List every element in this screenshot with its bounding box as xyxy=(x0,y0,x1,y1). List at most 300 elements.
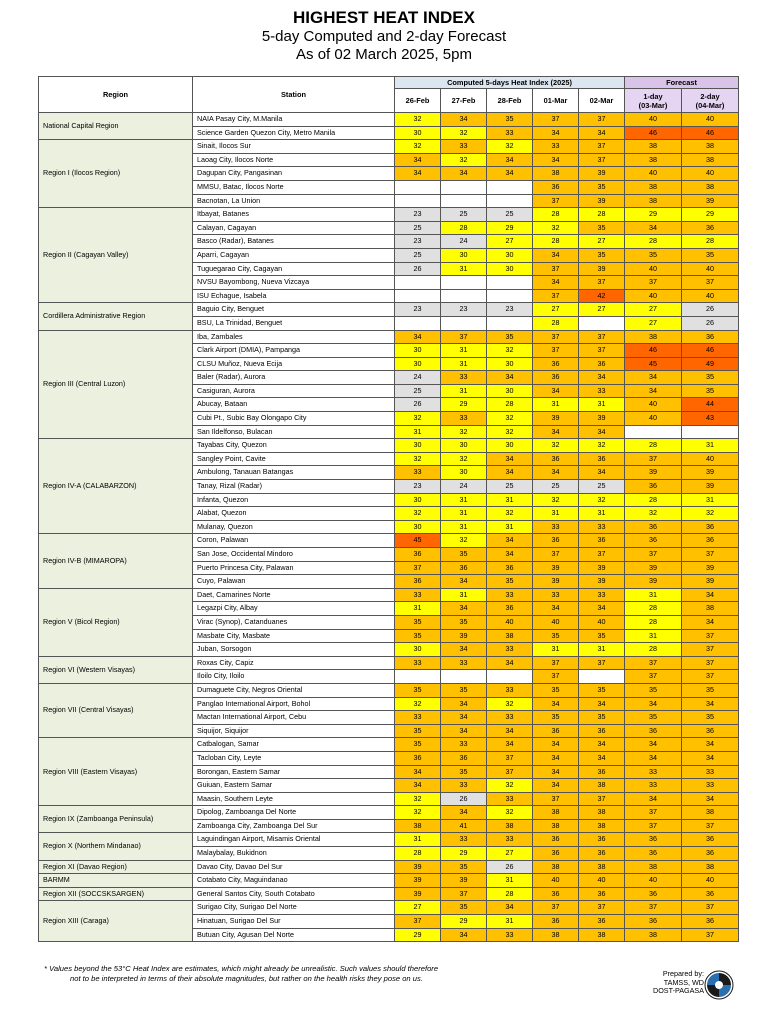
forecast-value-cell: 38 xyxy=(682,180,739,194)
station-name: Tanay, Rizal (Radar) xyxy=(193,480,395,494)
prepared-by-unit: TAMSS, WD xyxy=(663,977,704,987)
forecast-value-cell: 38 xyxy=(625,330,682,344)
forecast-value-cell: 40 xyxy=(625,398,682,412)
computed-value-cell: 34 xyxy=(441,113,487,127)
computed-value-cell: 34 xyxy=(487,656,533,670)
forecast-value-cell: 39 xyxy=(682,561,739,575)
computed-value-cell: 31 xyxy=(533,507,579,521)
computed-value-cell: 29 xyxy=(487,221,533,235)
computed-value-cell: 27 xyxy=(579,235,625,249)
forecast-value-cell: 37 xyxy=(682,629,739,643)
computed-value-cell: 34 xyxy=(579,466,625,480)
table-row xyxy=(39,860,739,874)
computed-value-cell: 34 xyxy=(441,711,487,725)
computed-value-cell: 37 xyxy=(487,751,533,765)
prepared-by-label: Prepared by: xyxy=(662,969,704,978)
computed-value-cell: 32 xyxy=(487,806,533,820)
station-name: Panglao International Airport, Bohol xyxy=(193,697,395,711)
computed-value-cell: 27 xyxy=(395,901,441,915)
computed-value-cell: 30 xyxy=(487,357,533,371)
forecast-value-cell: 29 xyxy=(625,208,682,222)
station-name: Dagupan City, Pangasinan xyxy=(193,167,395,181)
pagasa-logo-icon xyxy=(704,970,734,1000)
computed-value-cell: 36 xyxy=(533,452,579,466)
computed-value-cell: 34 xyxy=(487,534,533,548)
forecast-value-cell: 36 xyxy=(625,847,682,861)
station-name: Coron, Palawan xyxy=(193,534,395,548)
computed-value-cell: 31 xyxy=(533,398,579,412)
computed-value-cell: 37 xyxy=(579,140,625,154)
computed-value-cell: 33 xyxy=(441,656,487,670)
forecast-value-cell: 36 xyxy=(682,330,739,344)
table-body xyxy=(39,113,739,942)
forecast-value-cell: 34 xyxy=(682,588,739,602)
computed-value-cell: 41 xyxy=(441,819,487,833)
station-name: ISU Echague, Isabela xyxy=(193,289,395,303)
computed-value-cell xyxy=(441,289,487,303)
table-row xyxy=(39,887,739,901)
computed-value-cell: 34 xyxy=(487,724,533,738)
computed-value-cell: 40 xyxy=(487,615,533,629)
forecast-value-cell: 26 xyxy=(682,316,739,330)
forecast-value-cell: 36 xyxy=(625,534,682,548)
forecast-value-cell: 31 xyxy=(625,629,682,643)
forecast-value-cell: 38 xyxy=(682,860,739,874)
computed-value-cell: 37 xyxy=(579,548,625,562)
computed-value-cell: 34 xyxy=(533,466,579,480)
computed-value-cell: 37 xyxy=(533,194,579,208)
computed-value-cell: 25 xyxy=(533,480,579,494)
station-name: MMSU, Batac, Ilocos Norte xyxy=(193,180,395,194)
computed-value-cell: 33 xyxy=(487,711,533,725)
computed-value-cell: 34 xyxy=(533,738,579,752)
computed-value-cell: 32 xyxy=(487,425,533,439)
computed-value-cell: 32 xyxy=(487,412,533,426)
computed-value-cell: 34 xyxy=(441,167,487,181)
region-name: Region IX (Zamboanga Peninsula) xyxy=(39,806,193,833)
station-name: Sangley Point, Cavite xyxy=(193,452,395,466)
forecast-value-cell: 45 xyxy=(625,357,682,371)
computed-value-cell: 36 xyxy=(579,847,625,861)
computed-value-cell: 30 xyxy=(487,439,533,453)
forecast-value-cell: 36 xyxy=(682,724,739,738)
station-name: NAIA Pasay City, M.Manila xyxy=(193,113,395,127)
forecast-value-cell: 46 xyxy=(682,126,739,140)
computed-value-cell: 34 xyxy=(395,330,441,344)
computed-value-cell: 31 xyxy=(441,493,487,507)
prepared-by xyxy=(652,970,704,996)
computed-value-cell: 34 xyxy=(579,126,625,140)
station-name: Butuan City, Agusan Del Norte xyxy=(193,928,395,942)
computed-value-cell: 24 xyxy=(395,371,441,385)
computed-value-cell: 31 xyxy=(487,520,533,534)
computed-value-cell: 32 xyxy=(487,507,533,521)
computed-value-cell: 35 xyxy=(395,724,441,738)
computed-value-cell: 25 xyxy=(441,208,487,222)
computed-value-cell: 30 xyxy=(441,248,487,262)
computed-value-cell: 40 xyxy=(533,615,579,629)
computed-value-cell: 27 xyxy=(487,235,533,249)
computed-value-cell: 33 xyxy=(441,779,487,793)
station-name: Puerto Princesa City, Palawan xyxy=(193,561,395,575)
computed-value-cell: 34 xyxy=(487,153,533,167)
computed-value-cell: 32 xyxy=(487,140,533,154)
computed-value-cell: 33 xyxy=(441,412,487,426)
computed-value-cell xyxy=(395,316,441,330)
computed-value-cell: 23 xyxy=(395,235,441,249)
forecast-day-label: 1-day xyxy=(643,91,663,101)
forecast-value-cell: 34 xyxy=(625,221,682,235)
computed-value-cell: 34 xyxy=(487,167,533,181)
station-name: Borongan, Eastern Samar xyxy=(193,765,395,779)
computed-value-cell xyxy=(441,180,487,194)
forecast-value-cell: 39 xyxy=(625,561,682,575)
computed-value-cell: 34 xyxy=(579,738,625,752)
computed-value-cell: 34 xyxy=(487,901,533,915)
station-name: Casiguran, Aurora xyxy=(193,384,395,398)
station-name: Bacnotan, La Union xyxy=(193,194,395,208)
computed-value-cell: 32 xyxy=(441,153,487,167)
forecast-value-cell: 36 xyxy=(682,221,739,235)
forecast-value-cell: 37 xyxy=(682,928,739,942)
computed-value-cell: 35 xyxy=(395,629,441,643)
computed-value-cell: 34 xyxy=(579,602,625,616)
computed-value-cell: 34 xyxy=(487,738,533,752)
computed-value-cell: 37 xyxy=(579,656,625,670)
forecast-value-cell: 37 xyxy=(625,901,682,915)
forecast-value-cell: 34 xyxy=(625,738,682,752)
computed-value-cell: 37 xyxy=(441,887,487,901)
table-row xyxy=(39,901,739,915)
computed-value-cell: 34 xyxy=(487,371,533,385)
forecast-value-cell: 34 xyxy=(625,371,682,385)
computed-value-cell: 34 xyxy=(533,153,579,167)
computed-value-cell: 39 xyxy=(579,561,625,575)
station-name: Baguio City, Benguet xyxy=(193,303,395,317)
region-name: Region XII (SOCCSKSARGEN) xyxy=(39,887,193,901)
computed-value-cell: 35 xyxy=(395,738,441,752)
forecast-value-cell: 40 xyxy=(625,289,682,303)
station-name: Cotabato City, Maguindanao xyxy=(193,874,395,888)
forecast-value-cell: 44 xyxy=(682,398,739,412)
computed-value-cell: 27 xyxy=(579,303,625,317)
station-name: Virac (Synop), Catanduanes xyxy=(193,615,395,629)
computed-value-cell: 32 xyxy=(395,113,441,127)
forecast-value-cell: 37 xyxy=(682,670,739,684)
computed-value-cell: 28 xyxy=(533,208,579,222)
computed-value-cell: 37 xyxy=(533,901,579,915)
computed-value-cell: 31 xyxy=(579,507,625,521)
computed-value-cell: 31 xyxy=(441,344,487,358)
region-name: National Capital Region xyxy=(39,113,193,140)
forecast-value-cell: 33 xyxy=(682,765,739,779)
forecast-value-cell: 40 xyxy=(682,452,739,466)
forecast-value-cell: 37 xyxy=(682,656,739,670)
computed-value-cell: 37 xyxy=(533,289,579,303)
computed-value-cell: 33 xyxy=(487,588,533,602)
computed-value-cell: 35 xyxy=(441,765,487,779)
computed-value-cell: 34 xyxy=(579,371,625,385)
forecast-value-cell: 40 xyxy=(682,289,739,303)
station-name: Basco (Radar), Batanes xyxy=(193,235,395,249)
computed-value-cell: 30 xyxy=(395,643,441,657)
forecast-value-cell: 37 xyxy=(625,452,682,466)
forecast-value-cell: 31 xyxy=(682,493,739,507)
computed-value-cell: 39 xyxy=(441,629,487,643)
computed-value-cell: 23 xyxy=(395,480,441,494)
page-title: HIGHEST HEAT INDEX xyxy=(293,8,475,27)
forecast-value-cell: 34 xyxy=(682,697,739,711)
computed-value-cell: 35 xyxy=(395,615,441,629)
computed-value-cell: 35 xyxy=(533,683,579,697)
computed-value-cell: 39 xyxy=(579,412,625,426)
computed-value-cell: 35 xyxy=(441,860,487,874)
computed-value-cell: 38 xyxy=(579,928,625,942)
computed-value-cell: 34 xyxy=(579,751,625,765)
computed-value-cell xyxy=(487,276,533,290)
computed-value-cell: 34 xyxy=(441,643,487,657)
computed-value-cell: 45 xyxy=(395,534,441,548)
computed-value-cell: 37 xyxy=(579,344,625,358)
table-row xyxy=(39,874,739,888)
computed-value-cell: 31 xyxy=(441,384,487,398)
computed-value-cell: 32 xyxy=(579,493,625,507)
region-name: Region I (Ilocos Region) xyxy=(39,140,193,208)
forecast-value-cell: 38 xyxy=(682,602,739,616)
computed-value-cell xyxy=(487,316,533,330)
station-name: Cubi Pt., Subic Bay Olongapo City xyxy=(193,412,395,426)
computed-value-cell: 36 xyxy=(395,751,441,765)
computed-value-cell: 32 xyxy=(441,534,487,548)
forecast-value-cell: 40 xyxy=(625,262,682,276)
computed-value-cell: 28 xyxy=(533,235,579,249)
computed-value-cell: 36 xyxy=(395,575,441,589)
forecast-value-cell: 37 xyxy=(682,548,739,562)
computed-value-cell: 24 xyxy=(441,480,487,494)
computed-value-cell: 33 xyxy=(395,588,441,602)
day-header: 27-Feb xyxy=(441,89,487,113)
computed-value-cell: 34 xyxy=(395,779,441,793)
computed-value-cell: 32 xyxy=(395,792,441,806)
computed-value-cell: 33 xyxy=(487,792,533,806)
computed-value-cell: 31 xyxy=(487,493,533,507)
station-name: Ambulong, Tanauan Batangas xyxy=(193,466,395,480)
forecast-value-cell: 31 xyxy=(625,588,682,602)
region-name: BARMM xyxy=(39,874,193,888)
computed-value-cell: 33 xyxy=(487,683,533,697)
computed-value-cell: 31 xyxy=(441,357,487,371)
table-row xyxy=(39,140,739,154)
forecast-value-cell: 29 xyxy=(682,208,739,222)
forecast-value-cell: 35 xyxy=(682,683,739,697)
computed-value-cell: 39 xyxy=(395,887,441,901)
computed-value-cell: 34 xyxy=(533,425,579,439)
forecast-value-cell: 38 xyxy=(625,153,682,167)
station-name: San Ildelfonso, Bulacan xyxy=(193,425,395,439)
computed-value-cell: 34 xyxy=(533,697,579,711)
computed-value-cell: 34 xyxy=(579,425,625,439)
region-name: Region IV-A (CALABARZON) xyxy=(39,439,193,534)
computed-value-cell: 31 xyxy=(395,602,441,616)
day-header: 28-Feb xyxy=(487,89,533,113)
computed-value-cell: 38 xyxy=(533,928,579,942)
forecast-value-cell: 43 xyxy=(682,412,739,426)
forecast-value-cell: 38 xyxy=(625,194,682,208)
computed-value-cell xyxy=(395,276,441,290)
heat-index-table xyxy=(38,76,739,942)
forecast-value-cell: 36 xyxy=(682,847,739,861)
forecast-day-label: 2-day xyxy=(700,91,720,101)
computed-value-cell: 32 xyxy=(533,493,579,507)
computed-value-cell: 35 xyxy=(579,248,625,262)
region-name: Region V (Bicol Region) xyxy=(39,588,193,656)
computed-value-cell: 36 xyxy=(441,561,487,575)
forecast-value-cell: 34 xyxy=(625,384,682,398)
forecast-value-cell: 28 xyxy=(625,439,682,453)
computed-value-cell: 33 xyxy=(395,466,441,480)
station-name: Mulanay, Quezon xyxy=(193,520,395,534)
computed-value-cell: 38 xyxy=(579,806,625,820)
station-name: Legazpi City, Albay xyxy=(193,602,395,616)
computed-value-cell: 37 xyxy=(441,330,487,344)
computed-value-cell: 37 xyxy=(579,113,625,127)
forecast-value-cell: 28 xyxy=(625,615,682,629)
computed-value-cell: 26 xyxy=(395,262,441,276)
computed-value-cell xyxy=(395,194,441,208)
table-row xyxy=(39,833,739,847)
forecast-value-cell: 35 xyxy=(682,711,739,725)
table-row xyxy=(39,534,739,548)
computed-value-cell: 31 xyxy=(441,588,487,602)
computed-value-cell xyxy=(395,289,441,303)
computed-value-cell xyxy=(487,289,533,303)
computed-value-cell: 39 xyxy=(579,167,625,181)
page-date: As of 02 March 2025, 5pm xyxy=(296,46,472,63)
forecast-value-cell: 38 xyxy=(625,860,682,874)
computed-value-cell: 33 xyxy=(395,656,441,670)
computed-value-cell: 32 xyxy=(395,697,441,711)
computed-value-cell: 33 xyxy=(487,643,533,657)
computed-value-cell: 34 xyxy=(487,452,533,466)
forecast-value-cell: 35 xyxy=(625,683,682,697)
forecast-value-cell: 35 xyxy=(682,371,739,385)
station-name: Alabat, Quezon xyxy=(193,507,395,521)
computed-value-cell: 36 xyxy=(533,357,579,371)
computed-value-cell: 35 xyxy=(579,180,625,194)
computed-value-cell: 35 xyxy=(579,711,625,725)
computed-value-cell: 34 xyxy=(395,153,441,167)
forecast-value-cell: 36 xyxy=(682,534,739,548)
computed-value-cell: 25 xyxy=(579,480,625,494)
station-name: Abucay, Bataan xyxy=(193,398,395,412)
computed-value-cell: 36 xyxy=(487,561,533,575)
computed-value-cell: 37 xyxy=(533,330,579,344)
computed-value-cell: 29 xyxy=(441,847,487,861)
prepared-by-agency: DOST-PAGASA xyxy=(653,986,704,996)
computed-value-cell: 31 xyxy=(579,398,625,412)
computed-value-cell: 34 xyxy=(533,126,579,140)
computed-value-cell: 33 xyxy=(533,520,579,534)
forecast-value-cell: 33 xyxy=(625,779,682,793)
computed-value-cell: 30 xyxy=(395,493,441,507)
computed-value-cell: 30 xyxy=(395,520,441,534)
computed-value-cell: 36 xyxy=(533,180,579,194)
forecast-value-cell: 36 xyxy=(625,480,682,494)
station-name: Roxas City, Capiz xyxy=(193,656,395,670)
forecast-value-cell: 32 xyxy=(625,507,682,521)
computed-value-cell: 37 xyxy=(395,561,441,575)
computed-value-cell: 33 xyxy=(579,520,625,534)
station-name: Siquijor, Siquijor xyxy=(193,724,395,738)
computed-value-cell: 23 xyxy=(395,208,441,222)
computed-value-cell: 34 xyxy=(441,806,487,820)
table-row xyxy=(39,303,739,317)
forecast-value-cell: 38 xyxy=(682,153,739,167)
region-name: Cordillera Administrative Region xyxy=(39,303,193,330)
computed-value-cell: 27 xyxy=(533,303,579,317)
computed-value-cell: 36 xyxy=(533,833,579,847)
station-name: BSU, La Trinidad, Benguet xyxy=(193,316,395,330)
station-name: San Jose, Occidental Mindoro xyxy=(193,548,395,562)
computed-value-cell: 37 xyxy=(533,792,579,806)
computed-value-cell xyxy=(395,180,441,194)
forecast-value-cell: 39 xyxy=(625,466,682,480)
computed-value-cell: 30 xyxy=(487,384,533,398)
computed-value-cell: 32 xyxy=(487,779,533,793)
computed-value-cell xyxy=(441,194,487,208)
region-name: Region II (Cagayan Valley) xyxy=(39,208,193,303)
computed-value-cell: 38 xyxy=(395,819,441,833)
computed-value-cell: 38 xyxy=(487,629,533,643)
computed-value-cell: 34 xyxy=(441,602,487,616)
computed-value-cell: 31 xyxy=(395,425,441,439)
forecast-value-cell: 49 xyxy=(682,357,739,371)
computed-value-cell: 38 xyxy=(579,819,625,833)
station-name: Baler (Radar), Aurora xyxy=(193,371,395,385)
station-name: Cuyo, Palawan xyxy=(193,575,395,589)
computed-value-cell: 28 xyxy=(395,847,441,861)
station-name: Guiuan, Eastern Samar xyxy=(193,779,395,793)
forecast-value-cell: 37 xyxy=(625,656,682,670)
forecast-value-cell: 40 xyxy=(682,113,739,127)
computed-value-cell: 33 xyxy=(579,588,625,602)
computed-value-cell: 36 xyxy=(579,357,625,371)
computed-value-cell: 34 xyxy=(441,928,487,942)
forecast-value-cell: 37 xyxy=(625,548,682,562)
computed-value-cell: 36 xyxy=(533,915,579,929)
computed-value-cell: 28 xyxy=(487,398,533,412)
table-row xyxy=(39,208,739,222)
region-name: Region VI (Western Visayas) xyxy=(39,656,193,683)
computed-value-cell: 34 xyxy=(395,167,441,181)
computed-value-cell: 36 xyxy=(533,724,579,738)
forecast-value-cell: 36 xyxy=(625,520,682,534)
computed-value-cell: 25 xyxy=(395,384,441,398)
region-name: Region XIII (Caraga) xyxy=(39,901,193,942)
computed-value-cell: 32 xyxy=(441,425,487,439)
forecast-value-cell: 28 xyxy=(682,235,739,249)
computed-value-cell: 35 xyxy=(487,113,533,127)
computed-value-cell: 32 xyxy=(441,126,487,140)
forecast-value-cell: 27 xyxy=(625,316,682,330)
forecast-value-cell: 38 xyxy=(625,928,682,942)
computed-value-cell: 38 xyxy=(533,806,579,820)
computed-value-cell: 34 xyxy=(533,779,579,793)
computed-value-cell: 36 xyxy=(579,534,625,548)
station-name: Itbayat, Batanes xyxy=(193,208,395,222)
station-name: Zamboanga City, Zamboanga Del Sur xyxy=(193,819,395,833)
forecast-value-cell: 27 xyxy=(625,303,682,317)
